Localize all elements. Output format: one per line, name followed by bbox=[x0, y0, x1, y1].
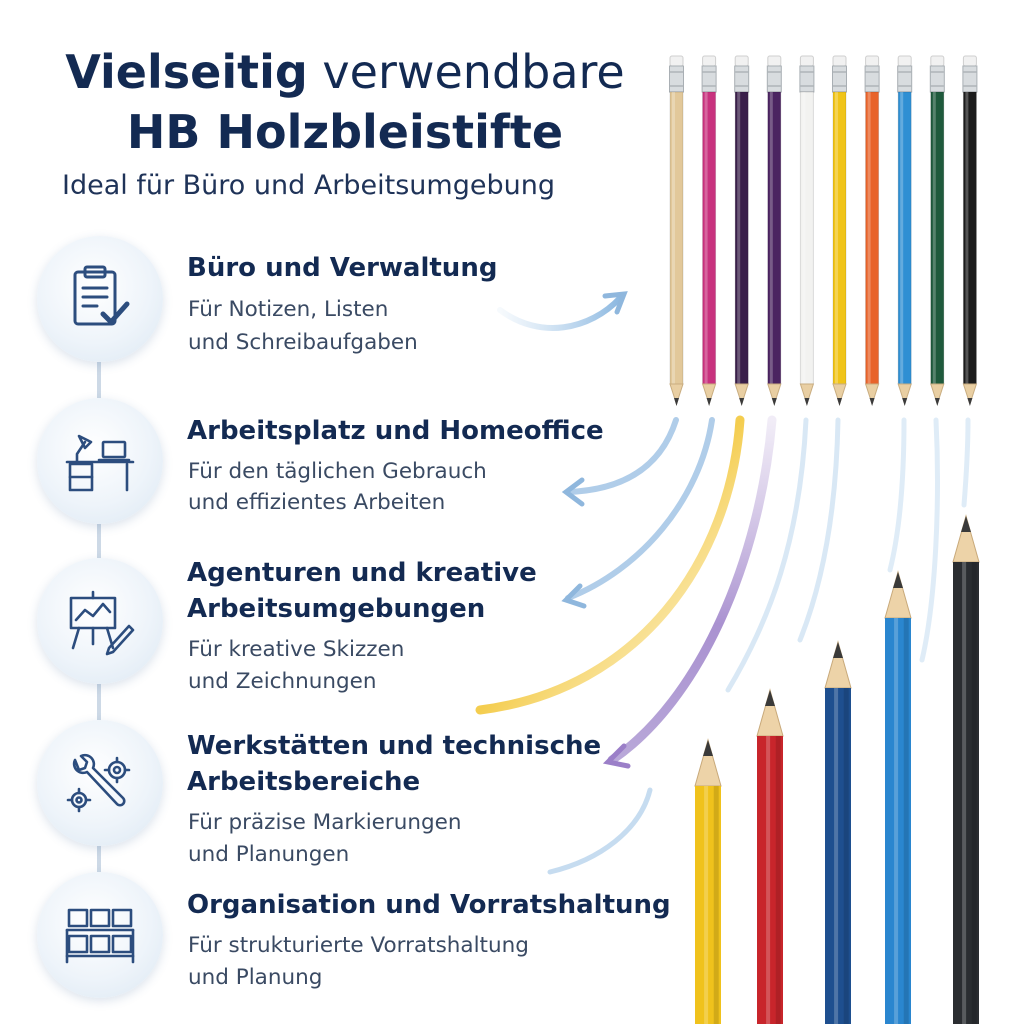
subtitle: Ideal für Büro und Arbeitsumgebung bbox=[62, 170, 555, 201]
item-title-buero: Büro und Verwaltung bbox=[187, 253, 498, 283]
light-trail bbox=[922, 420, 937, 660]
top-pencil bbox=[735, 56, 749, 406]
arrow-to-buero bbox=[500, 298, 620, 328]
top-pencil bbox=[898, 56, 912, 406]
item-desc-agenturen-1: Für kreative Skizzen bbox=[188, 637, 405, 662]
title-bold: Vielseitig bbox=[65, 45, 308, 99]
arrow-to-arbeitsplatz bbox=[568, 420, 676, 492]
main-title-line2: HB Holzbleistifte bbox=[126, 105, 564, 159]
top-pencil bbox=[930, 56, 944, 406]
item-title-arbeitsplatz: Arbeitsplatz und Homeoffice bbox=[187, 416, 604, 446]
bottom-pencil bbox=[825, 642, 851, 1024]
item-desc-buero-2: und Schreibaufgaben bbox=[188, 330, 418, 355]
item-desc-arbeitsplatz-2: und effizientes Arbeiten bbox=[188, 490, 446, 515]
top-pencil-row bbox=[670, 56, 977, 406]
top-pencil bbox=[702, 56, 716, 406]
top-pencil bbox=[670, 56, 684, 406]
top-pencil bbox=[963, 56, 977, 406]
item-title-werkstaetten-2: Arbeitsbereiche bbox=[187, 767, 421, 797]
arrow-to-organisation bbox=[550, 790, 650, 872]
item-title-agenturen-1: Agenturen und kreative bbox=[187, 558, 537, 588]
item-desc-organisation-2: und Planung bbox=[188, 965, 323, 990]
item-desc-organisation-1: Für strukturierte Vorratshaltung bbox=[188, 933, 529, 958]
top-pencil bbox=[800, 56, 814, 406]
item-desc-werkstaetten-2: und Planungen bbox=[188, 842, 350, 867]
top-pencil bbox=[767, 56, 781, 406]
bottom-pencil bbox=[757, 690, 783, 1024]
item-desc-arbeitsplatz-1: Für den täglichen Gebrauch bbox=[188, 459, 487, 484]
bottom-pencil bbox=[885, 572, 911, 1024]
light-trail bbox=[964, 420, 968, 505]
light-trail bbox=[890, 420, 904, 570]
item-title-werkstaetten-1: Werkstätten und technische bbox=[187, 731, 602, 761]
bottom-pencil-row bbox=[695, 516, 979, 1024]
bottom-pencil bbox=[695, 740, 721, 1024]
top-pencil bbox=[865, 56, 879, 406]
top-pencil bbox=[833, 56, 847, 406]
item-desc-agenturen-2: und Zeichnungen bbox=[188, 669, 377, 694]
item-title-organisation: Organisation und Vorratshaltung bbox=[187, 890, 671, 920]
item-title-agenturen-2: Arbeitsumgebungen bbox=[187, 594, 486, 624]
title-rest: verwendbare bbox=[307, 45, 625, 99]
item-desc-werkstaetten-1: Für präzise Markierungen bbox=[188, 810, 462, 835]
item-desc-buero-1: Für Notizen, Listen bbox=[188, 297, 389, 322]
bottom-pencil bbox=[953, 516, 979, 1024]
